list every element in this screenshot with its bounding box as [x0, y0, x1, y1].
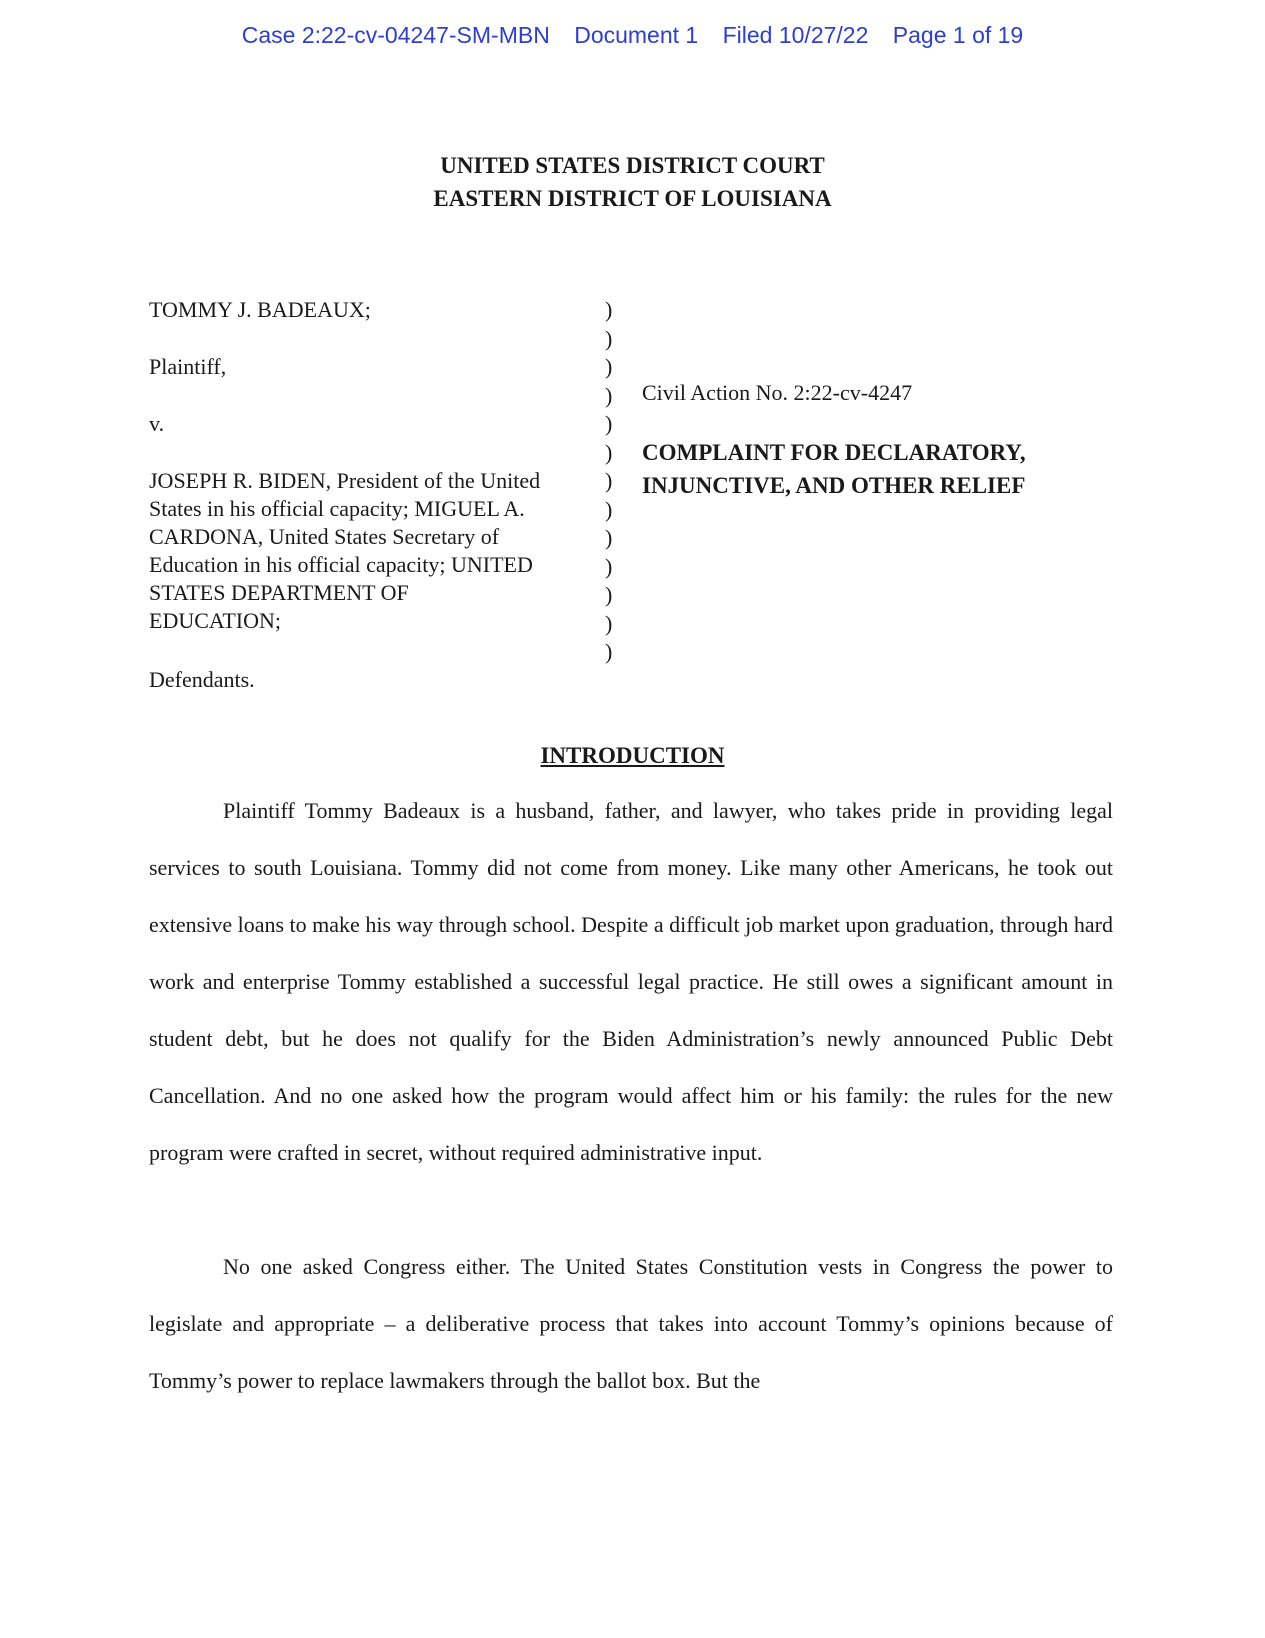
- section-heading-introduction: INTRODUCTION: [540, 743, 725, 768]
- defendants-list: [149, 467, 589, 635]
- defendants-line: CARDONA, United States Secretary of: [149, 524, 500, 549]
- ecf-header-stamp: [0, 22, 1265, 49]
- court-name: UNITED STATES DISTRICT COURT: [440, 153, 825, 178]
- document-number: Document 1: [574, 22, 699, 48]
- caption-paren: ): [605, 610, 613, 636]
- court-heading: [0, 149, 1265, 215]
- complaint-title-line: INJUNCTIVE, AND OTHER RELIEF: [642, 473, 1026, 498]
- caption-paren: ): [605, 639, 613, 664]
- caption-paren: ): [605, 439, 613, 465]
- caption-paren: ): [605, 354, 613, 379]
- defendants-line: Education in his official capacity; UNITED: [149, 552, 533, 577]
- defendants-line: STATES DEPARTMENT OF: [149, 580, 409, 605]
- defendants-line: States in his official capacity; MIGUEL A.: [149, 496, 525, 521]
- defendants-line: EDUCATION;: [149, 608, 281, 633]
- body-paragraph: Plaintiff Tommy Badeaux is a husband, father, and lawyer, who takes pride in providing legal services to south Louisiana. Tommy did not come from money. Like many other Americans, he took out extensive loans to make his way through school. Despite a difficult job market upon graduation, through hard work and enterprise Tommy established a successful legal practice. He still owes a significant amount in student debt, but he does not qualify for the Biden Administration’s newly announced Public Debt Cancellation. And no one asked how the program would affect him or his family: the rules for the new program were crafted in secret, without required administrative input.: [149, 798, 1113, 1165]
- case-number: Case 2:22-cv-04247-SM-MBN: [241, 22, 550, 48]
- civil-action-number: Civil Action No. 2:22-cv-4247: [642, 380, 913, 405]
- caption-paren: ): [605, 411, 613, 436]
- complaint-title: [642, 436, 1026, 502]
- caption-paren: ): [605, 496, 613, 522]
- caption-parenthesis-column: [605, 296, 612, 667]
- court-district: EASTERN DISTRICT OF LOUISIANA: [433, 186, 832, 211]
- caption-paren: ): [605, 325, 613, 351]
- defendants-label: Defendants.: [149, 667, 255, 692]
- caption-paren: ): [605, 382, 613, 408]
- versus-label: v.: [149, 411, 165, 436]
- defendants-line: JOSEPH R. BIDEN, President of the United: [149, 468, 541, 493]
- page-indicator: Page 1 of 19: [892, 22, 1024, 48]
- plaintiff-name: TOMMY J. BADEAUX;: [149, 297, 371, 322]
- plaintiff-label: Plaintiff,: [149, 354, 227, 379]
- caption-paren: ): [605, 553, 613, 579]
- complaint-title-line: COMPLAINT FOR DECLARATORY,: [642, 440, 1026, 465]
- body-paragraph: No one asked Congress either. The United States Constitution vests in Congress the power to legislate and appropriate – a deliberative process that takes into account Tommy’s opinions because of Tommy’s power to replace lawmakers through the ballot box. But the: [149, 1254, 1113, 1393]
- caption-paren: ): [605, 297, 613, 322]
- filed-date: Filed 10/27/22: [722, 22, 869, 48]
- caption-paren: ): [605, 468, 613, 493]
- caption-paren: ): [605, 582, 613, 607]
- caption-paren: ): [605, 525, 613, 550]
